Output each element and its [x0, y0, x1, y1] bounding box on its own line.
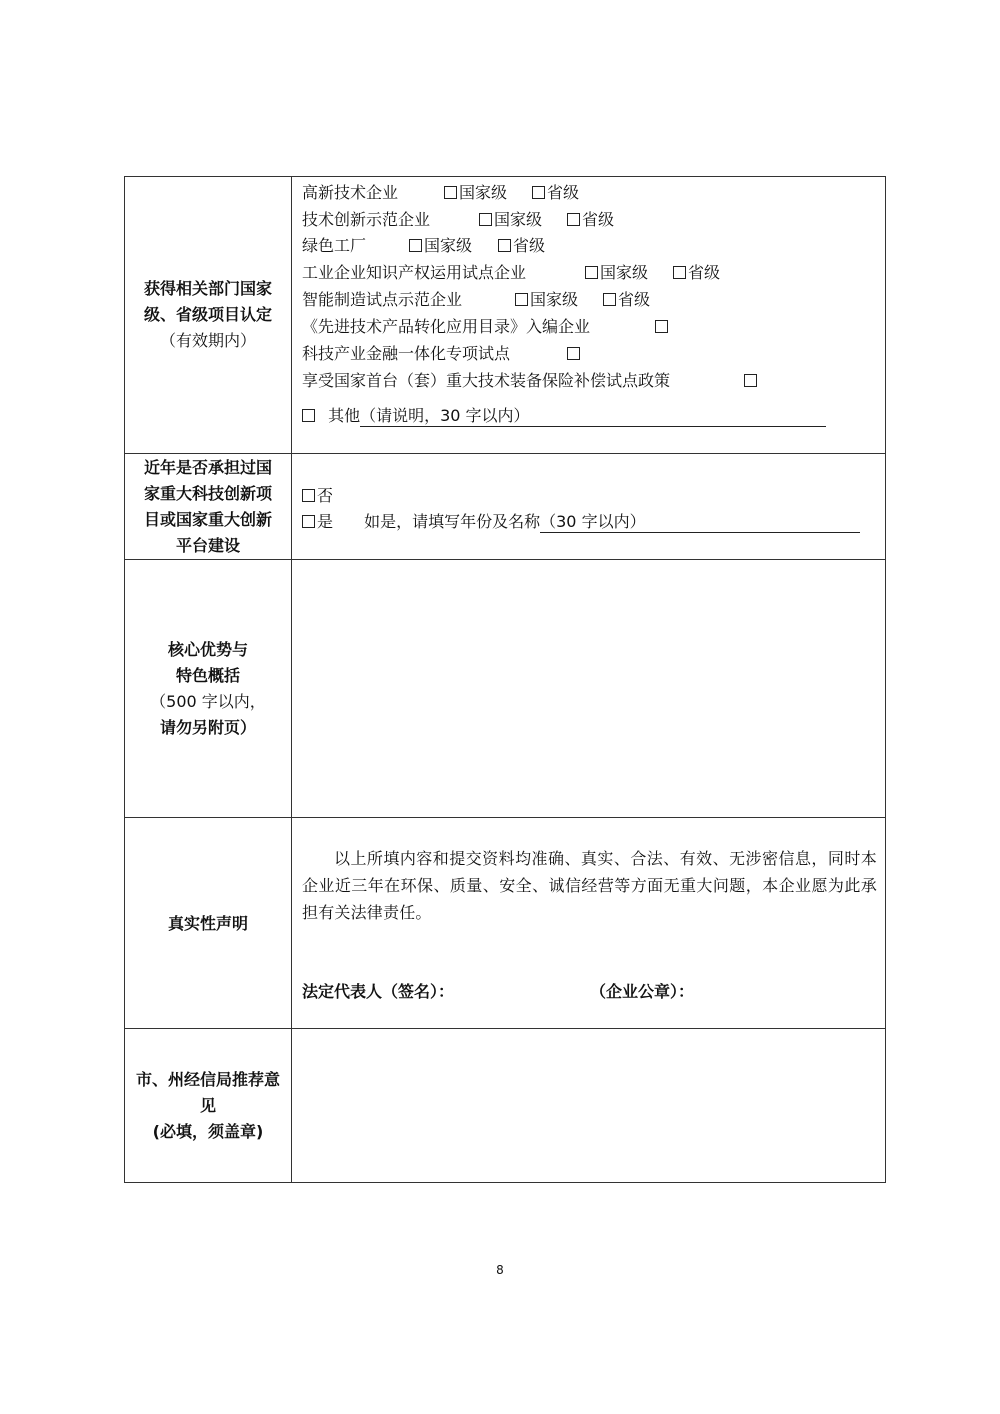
checkbox-icon[interactable] — [302, 409, 315, 422]
recommendation-row — [125, 1028, 885, 1183]
cert-item-green-factory — [302, 236, 546, 256]
other-hint: （请说明，30 字以内） — [360, 406, 530, 425]
cert-item-innovation-demo — [302, 210, 615, 230]
checkbox-finance-pilot[interactable] — [567, 344, 582, 364]
option-yes[interactable] — [302, 512, 860, 533]
certification-label-line2: 级、省级项目认定 — [143, 305, 272, 324]
authenticity-row — [125, 817, 885, 1029]
checkbox-icon — [444, 186, 457, 199]
cert-item-name: 智能制造试点示范企业 — [302, 290, 463, 309]
checkbox-national[interactable]: 国家级 — [515, 290, 578, 310]
recommendation-label-line2: 见 — [199, 1096, 216, 1115]
core-advantage-label — [125, 560, 292, 818]
checkbox-provincial[interactable]: 省级 — [567, 210, 614, 230]
checkbox-provincial[interactable]: 省级 — [498, 236, 545, 256]
checkbox-provincial[interactable]: 省级 — [532, 183, 579, 203]
option-yes-hint: 如是，请填写年份及名称 — [364, 512, 541, 531]
checkbox-icon — [655, 320, 668, 333]
project-name-limit: （30 字以内） — [540, 512, 646, 531]
core-advantage-row — [125, 559, 885, 818]
signature-line — [302, 982, 695, 1002]
core-advantage-label-line1: 核心优势与 — [167, 640, 248, 659]
authenticity-statement: 以上所填内容和提交资料均准确、真实、合法、有效、无涉密信息，同时本企业近三年在环保、质量、安全、诚信经营等方面无重大问题，本企业愿为此承担有关法律责任。 — [302, 849, 877, 922]
cert-item-tech-catalog — [302, 317, 590, 337]
national-project-row — [125, 453, 885, 560]
other-input-line[interactable] — [360, 406, 826, 427]
checkbox-icon — [567, 213, 580, 226]
cert-item-ip-pilot — [302, 263, 721, 283]
cert-item-name: 《先进技术产品转化应用目录》入编企业 — [302, 317, 591, 336]
cert-item-first-set-insurance — [302, 371, 670, 391]
authenticity-label-text: 真实性声明 — [167, 913, 248, 933]
checkbox-icon — [302, 489, 315, 502]
checkbox-national[interactable]: 国家级 — [444, 183, 507, 203]
authenticity-content — [292, 818, 885, 1029]
certification-label-line1: 获得相关部门国家 — [143, 279, 272, 298]
cert-item-name: 科技产业金融一体化专项试点 — [302, 344, 511, 363]
national-project-label-line1: 近年是否承担过国 — [143, 458, 272, 477]
checkbox-tech-catalog[interactable] — [655, 317, 670, 337]
other-label: 其他 — [328, 406, 361, 425]
cert-item-smart-manufacturing — [302, 290, 651, 310]
core-advantage-input[interactable] — [292, 560, 885, 818]
checkbox-icon — [744, 374, 757, 387]
certification-options — [292, 177, 885, 453]
national-project-label-line2: 家重大科技创新项 — [143, 484, 272, 503]
core-advantage-label-line3: （500 字以内， — [150, 692, 266, 711]
core-advantage-label-line2: 特色概括 — [175, 666, 240, 685]
checkbox-icon — [532, 186, 545, 199]
cert-item-high-tech — [302, 183, 580, 203]
cert-item-name: 绿色工厂 — [302, 236, 367, 255]
national-project-options — [292, 454, 885, 560]
checkbox-icon — [409, 239, 422, 252]
checkbox-provincial[interactable]: 省级 — [603, 290, 650, 310]
recommendation-label — [125, 1029, 292, 1183]
checkbox-icon — [567, 347, 580, 360]
checkbox-national[interactable]: 国家级 — [409, 236, 472, 256]
cert-item-finance-pilot — [302, 344, 510, 364]
option-no-label: 否 — [317, 486, 334, 505]
project-name-input-line[interactable] — [540, 512, 860, 533]
checkbox-icon — [479, 213, 492, 226]
cert-item-name: 享受国家首台（套）重大技术装备保险补偿试点政策 — [302, 371, 671, 390]
signature-label: 法定代表人（签名）： — [302, 982, 455, 1001]
checkbox-icon — [302, 515, 315, 528]
checkbox-icon — [498, 239, 511, 252]
national-project-label-line3: 目或国家重大创新 — [143, 510, 272, 529]
seal-label: （企业公章）： — [590, 982, 695, 1001]
cert-item-other — [302, 406, 826, 427]
core-advantage-label-line4: 请勿另附页） — [159, 718, 256, 737]
checkbox-national[interactable]: 国家级 — [585, 263, 648, 283]
checkbox-first-set-insurance[interactable] — [744, 371, 759, 391]
checkbox-provincial[interactable]: 省级 — [673, 263, 720, 283]
certification-label-line3: （有效期内） — [159, 331, 256, 350]
national-project-label-line4: 平台建设 — [175, 536, 240, 555]
national-project-label — [125, 454, 292, 560]
cert-item-name: 高新技术企业 — [302, 183, 399, 202]
option-yes-label: 是 — [317, 512, 334, 531]
checkbox-icon — [585, 266, 598, 279]
option-no[interactable] — [302, 486, 333, 506]
checkbox-national[interactable]: 国家级 — [479, 210, 542, 230]
checkbox-icon — [603, 293, 616, 306]
certification-label — [125, 177, 292, 453]
recommendation-input[interactable] — [292, 1029, 885, 1183]
cert-item-name: 技术创新示范企业 — [302, 210, 431, 229]
checkbox-icon — [515, 293, 528, 306]
recommendation-label-line3: (必填，须盖章) — [152, 1122, 264, 1141]
checkbox-icon — [673, 266, 686, 279]
certification-row — [125, 177, 885, 453]
application-form-table — [124, 176, 886, 1183]
recommendation-label-line1: 市、州经信局推荐意 — [135, 1070, 280, 1089]
cert-item-name: 工业企业知识产权运用试点企业 — [302, 263, 527, 282]
page-number: 8 — [496, 1263, 504, 1277]
authenticity-label — [125, 818, 292, 1029]
